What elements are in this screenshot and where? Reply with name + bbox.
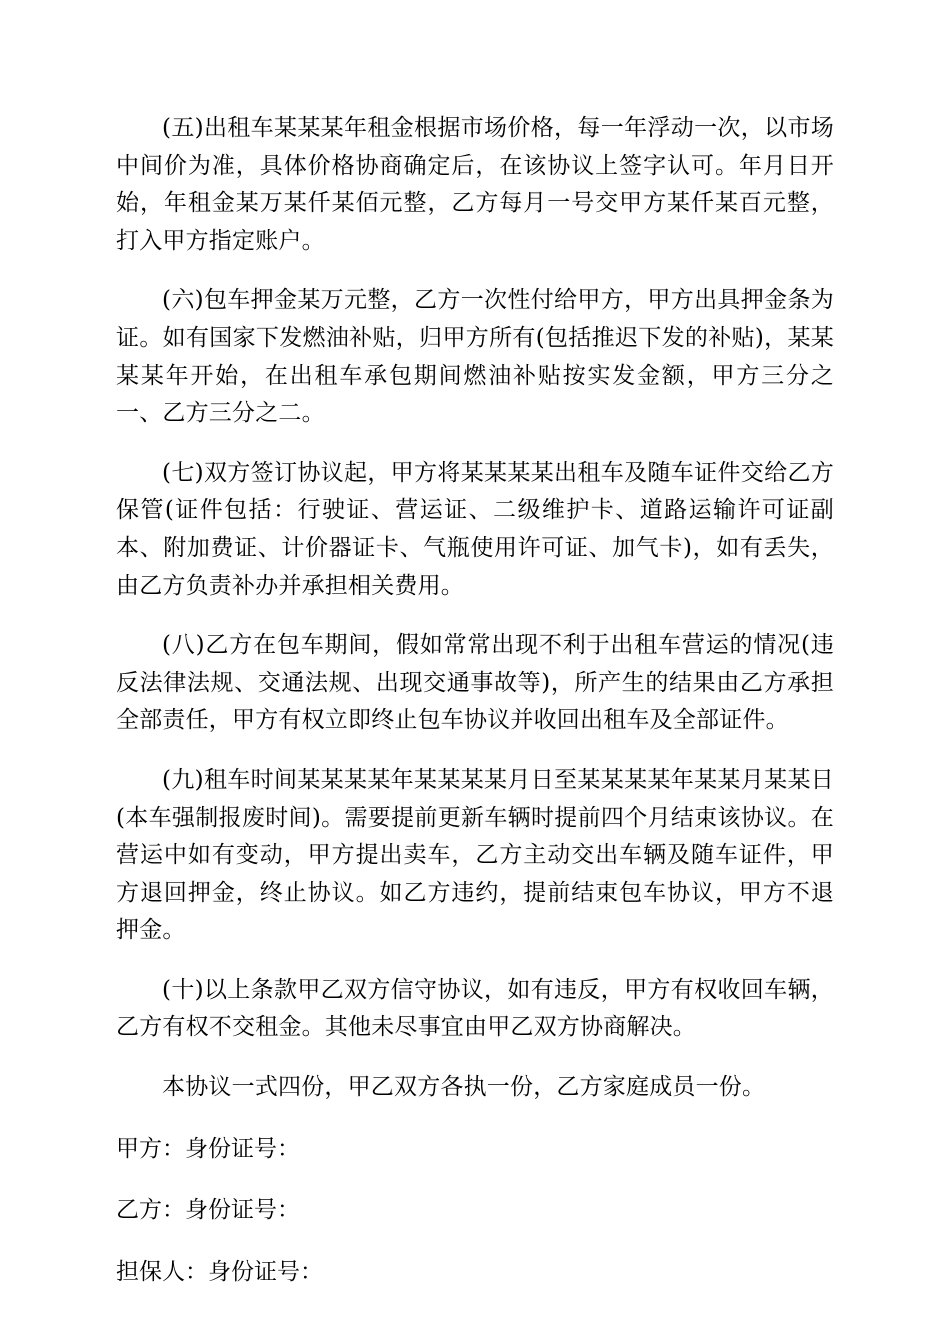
clause-8: (八)乙方在包车期间，假如常常出现不利于出租车营运的情况(违反法律法规、交通法规、出现交通事故等)，所产生的结果由乙方承担全部责任，甲方有权立即终止包车协议并收回出租车及全部证件。 bbox=[116, 632, 834, 734]
signature-guarantor: 担保人：身份证号： bbox=[116, 1258, 323, 1285]
signature-party-a: 甲方：身份证号： bbox=[116, 1135, 300, 1162]
clause-9: (九)租车时间某某某某年某某某某月日至某某某某年某某月某某日(本车强制报废时间)。需要提前更新车辆时提前四个月结束该协议。在营运中如有变动，甲方提出卖车，乙方主动交出车辆及随车证件，甲方退回押金，终止协议。如乙方违约，提前结束包车协议，甲方不退押金。 bbox=[116, 766, 834, 944]
clause-10: (十)以上条款甲乙双方信守协议，如有违反，甲方有权收回车辆，乙方有权不交租金。其他未尽事宜由甲乙双方协商解决。 bbox=[116, 976, 834, 1041]
clause-7: (七)双方签订协议起，甲方将某某某某出租车及随车证件交给乙方保管(证件包括：行驶证、营运证、二级维护卡、道路运输许可证副本、附加费证、计价器证卡、气瓶使用许可证、加气卡)，如有丢失，由乙方负责补办并承担相关费用。 bbox=[116, 459, 834, 599]
clause-6: (六)包车押金某万元整，乙方一次性付给甲方，甲方出具押金条为证。如有国家下发燃油补贴，归甲方所有(包括推迟下发的补贴)，某某某某年开始，在出租车承包期间燃油补贴按实发金额，甲方三分之一、乙方三分之二。 bbox=[116, 287, 834, 427]
document-page bbox=[116, 110, 834, 1315]
signature-party-b: 乙方：身份证号： bbox=[116, 1197, 300, 1224]
clause-5: (五)出租车某某某年租金根据市场价格，每一年浮动一次，以市场中间价为准，具体价格协商确定后，在该协议上签字认可。年月日开始，年租金某万某仟某佰元整，乙方每月一号交甲方某仟某百元整，打入甲方指定账户。 bbox=[116, 115, 834, 254]
copies-statement: 本协议一式四份，甲乙双方各执一份，乙方家庭成员一份。 bbox=[162, 1074, 766, 1101]
